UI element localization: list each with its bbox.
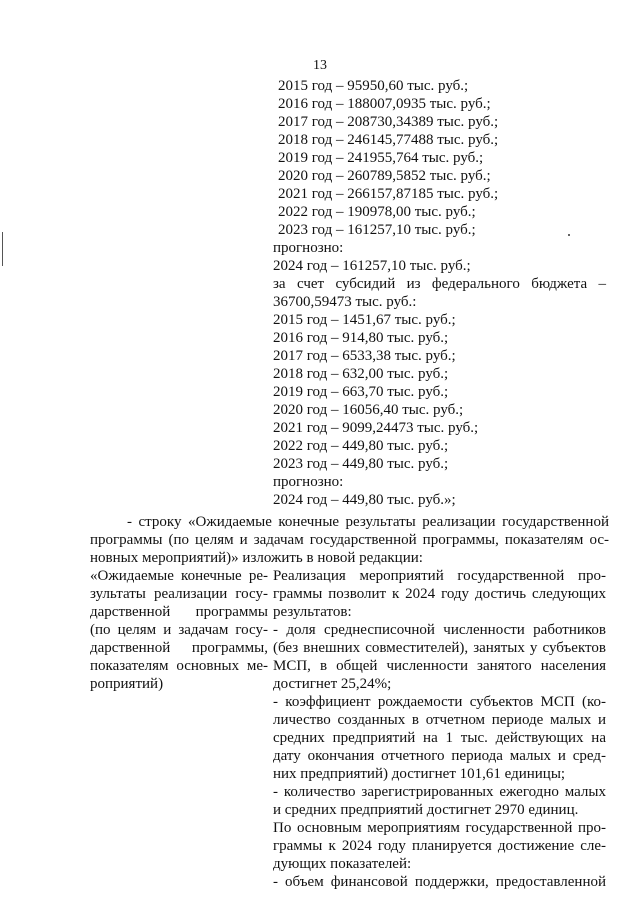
federal-line: 2017 год – 6533,38 тыс. руб.;	[273, 348, 456, 364]
row-value-line: Реализация мероприятий государственной про-	[273, 568, 606, 584]
row-value-line: личество созданных в отчетном периоде малых и	[273, 712, 606, 728]
row-label-line: «Ожидаемые конечные ре-	[90, 568, 268, 584]
row-value-line: (без внешних совместителей), занятых у субъектов	[273, 640, 606, 656]
row-label-line: роприятий)	[90, 676, 164, 692]
row-value-line: граммы позволит к 2024 году достичь следующих	[273, 586, 606, 602]
row-value-line: дату окончания отчетного периода малых и сред-	[273, 748, 606, 764]
federal-intro: за счет субсидий из федерального бюджета –	[273, 276, 606, 292]
instruction-line: - строку «Ожидаемые конечные результаты реализации государственной	[127, 514, 609, 530]
federal-line: 2015 год – 1451,67 тыс. руб.;	[273, 312, 456, 328]
funding-line: 2023 год – 161257,10 тыс. руб.;	[278, 222, 476, 238]
row-value-line: и средних предприятий достигнет 2970 единиц.	[273, 802, 579, 818]
funding-line: 2020 год – 260789,5852 тыс. руб.;	[278, 168, 491, 184]
funding-line: 2021 год – 266157,87185 тыс. руб.;	[278, 186, 499, 202]
federal-line: 2019 год – 663,70 тыс. руб.;	[273, 384, 449, 400]
funding-line: 2016 год – 188007,0935 тыс. руб.;	[278, 96, 491, 112]
row-value-line: МСП, в общей численности занятого населения	[273, 658, 606, 674]
scan-dot	[568, 234, 570, 236]
scan-edge-mark	[2, 232, 3, 266]
federal-line: 2024 год – 449,80 тыс. руб.»;	[273, 492, 456, 508]
row-label-line: дарственной программы	[90, 604, 268, 620]
row-value-line: граммы к 2024 году планируется достижение сле-	[273, 838, 606, 854]
row-value-line: - доля среднесписочной численности работников	[273, 622, 606, 638]
row-value-line: них предприятий) достигнет 101,61 единицы;	[273, 766, 566, 782]
federal-line: 2016 год – 914,80 тыс. руб.;	[273, 330, 449, 346]
row-value-line: - коэффициент рождаемости субъектов МСП (ко-	[273, 694, 606, 710]
funding-line: 2022 год – 190978,00 тыс. руб.;	[278, 204, 476, 220]
row-value-line: По основным мероприятиям государственной про-	[273, 820, 606, 836]
forecast-label: прогнозно:	[273, 240, 344, 256]
row-label-line: показателям основных ме-	[90, 658, 268, 674]
instruction-line: программы (по целям и задачам государственной программы, показателям ос-	[90, 532, 609, 548]
row-value-line: результатов:	[273, 604, 352, 620]
federal-line: 2018 год – 632,00 тыс. руб.;	[273, 366, 449, 382]
row-label-line: (по целям и задачам госу-	[90, 622, 268, 638]
funding-line: 2015 год – 95950,60 тыс. руб.;	[278, 78, 469, 94]
federal-line: 2021 год – 9099,24473 тыс. руб.;	[273, 420, 479, 436]
row-value-line: - объем финансовой поддержки, предоставленной	[273, 874, 606, 890]
row-label-line: зультаты реализации госу-	[90, 586, 268, 602]
funding-line: 2017 год – 208730,34389 тыс. руб.;	[278, 114, 499, 130]
federal-total: 36700,59473 тыс. руб.:	[273, 294, 417, 310]
funding-line: 2019 год – 241955,764 тыс. руб.;	[278, 150, 484, 166]
row-label-line: дарственной программы,	[90, 640, 268, 656]
row-value-line: дующих показателей:	[273, 856, 412, 872]
funding-line: 2024 год – 161257,10 тыс. руб.;	[273, 258, 471, 274]
federal-line: 2020 год – 16056,40 тыс. руб.;	[273, 402, 464, 418]
page-number: 13	[313, 58, 327, 73]
federal-line: 2023 год – 449,80 тыс. руб.;	[273, 456, 449, 472]
instruction-line: новных мероприятий)» изложить в новой редакции:	[90, 550, 423, 566]
federal-line: 2022 год – 449,80 тыс. руб.;	[273, 438, 449, 454]
row-value-line: достигнет 25,24%;	[273, 676, 392, 692]
row-value-line: средних предприятий на 1 тыс. действующих на	[273, 730, 606, 746]
funding-line: 2018 год – 246145,77488 тыс. руб.;	[278, 132, 499, 148]
row-value-line: - количество зарегистрированных ежегодно малых	[273, 784, 606, 800]
forecast-label: прогнозно:	[273, 474, 344, 490]
